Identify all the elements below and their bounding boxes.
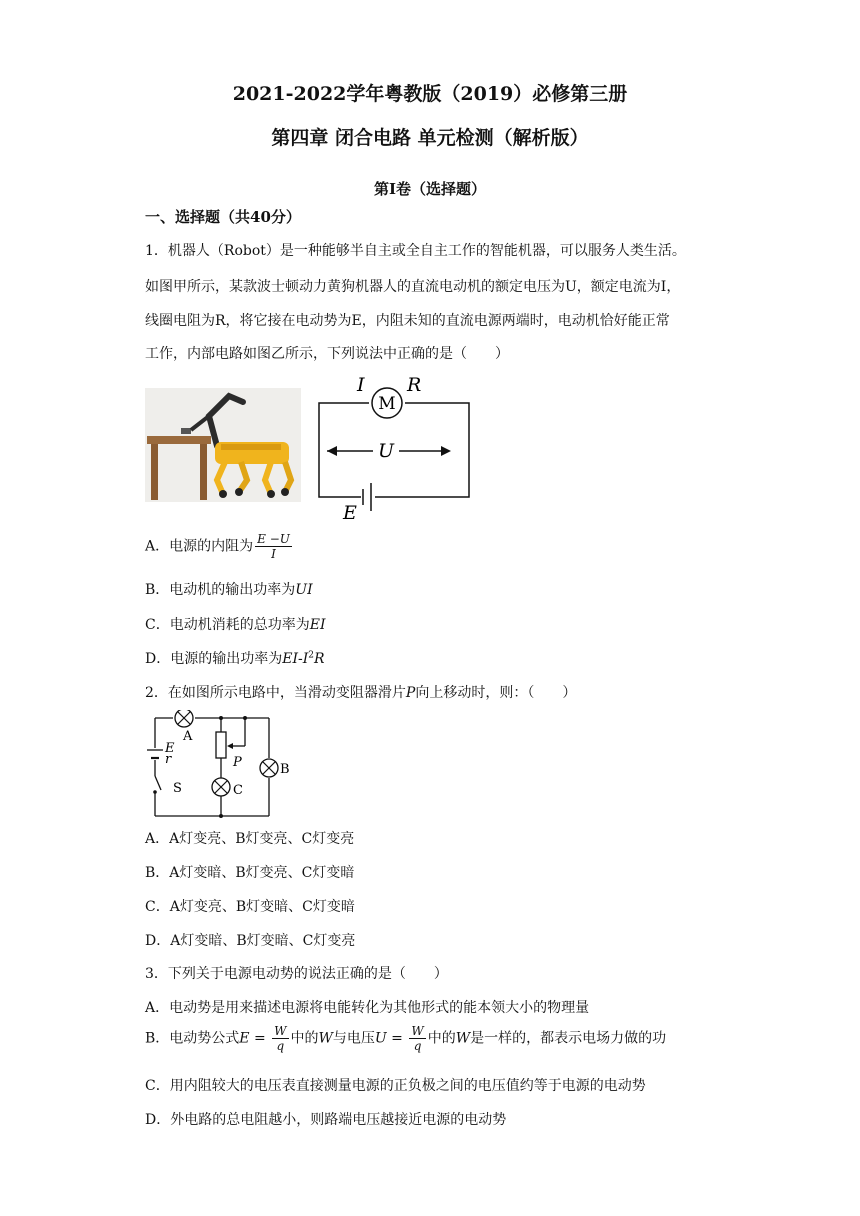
q2-option-a[interactable]: A．A灯变亮、B灯变亮、C灯变亮 [145,831,355,847]
q1-stem-line-1: 1．机器人（Robot）是一种能够半自主或全自主工作的智能机器，可以服务人类生活。 [145,243,686,259]
circuit-diagram-2 [145,710,295,820]
switch-label: S [173,781,182,796]
q3-option-a[interactable]: A．电动势是用来描述电源将电能转化为其他形式的能本领大小的物理量 [145,1000,590,1016]
q2-option-b[interactable]: B．A灯变暗、B灯变亮、C灯变暗 [145,865,355,881]
part-heading: 一、选择题（共40分） [145,208,301,226]
lamp-b-label: B [280,762,290,777]
current-label: I [357,374,365,396]
q2-stem: 2．在如图所示电路中，当滑动变阻器滑片P向上移动时，则：（ ） [145,685,577,701]
internal-resistance-label: r [165,752,172,767]
section-heading: 第Ⅰ卷（选择题） [373,180,487,198]
lamp-c-label: C [233,783,243,798]
q1-stem-line-4: 工作，内部电路如图乙所示，下列说法中正确的是（ ） [145,346,509,362]
q3-emf-fraction: $\frac{W}{q}$ [274,1024,287,1053]
q1-option-c[interactable]: C．电动机消耗的总功率为EI [145,617,326,633]
emf-label-2: E [165,741,175,756]
voltage-label: U [377,440,395,462]
q1-stem-line-3: 线圈电阻为R，将它接在电动势为E，内阻未知的直流电源两端时，电动机恰好能正常 [145,313,670,329]
q3-option-c[interactable]: C．用内阻较大的电压表直接测量电源的正负极之间的电压值约等于电源的电动势 [145,1078,646,1094]
q2-option-d[interactable]: D．A灯变暗、B灯变暗、C灯变亮 [145,933,356,949]
circuit-diagram-b [313,373,473,523]
q1-option-a-fraction: $\frac{E -U}{I}$ [257,532,290,561]
title-line-2: 第四章 闭合电路 单元检测（解析版） [271,127,589,149]
q3-voltage-fraction: $\frac{W}{q}$ [411,1024,424,1053]
robot-dog-photo [145,388,301,502]
motor-label: M [378,394,396,414]
title-line-1: 2021-2022学年粤教版（2019）必修第三册 [232,83,628,105]
q1-option-a[interactable]: A．电源的内阻为 $\frac{E -U}{I}$ [145,532,290,561]
emf-label: E [343,502,357,523]
q2-option-c[interactable]: C．A灯变亮、B灯变暗、C灯变暗 [145,899,355,915]
q1-option-b[interactable]: B．电动机的输出功率为UI [145,582,313,598]
slider-p-label: P [233,755,242,770]
q1-stem-line-2: 如图甲所示，某款波士顿动力黄狗机器人的直流电动机的额定电压为U，额定电流为I， [145,279,681,295]
q1-option-d[interactable]: D．电源的输出功率为$EI-I^2R$ [145,650,325,667]
q3-option-b[interactable]: B．电动势公式E = $\frac{W}{q}$ 中的W与电压U = $\frac{W}{q}$ 中的W是一样的，都表示电场力做的功 [145,1024,667,1053]
lamp-a-label: A [183,729,193,744]
q3-stem: 3．下列关于电源电动势的说法正确的是（ ） [145,966,448,982]
resistance-label: R [407,374,422,396]
q3-option-d[interactable]: D．外电路的总电阻越小，则路端电压越接近电源的电动势 [145,1112,507,1128]
